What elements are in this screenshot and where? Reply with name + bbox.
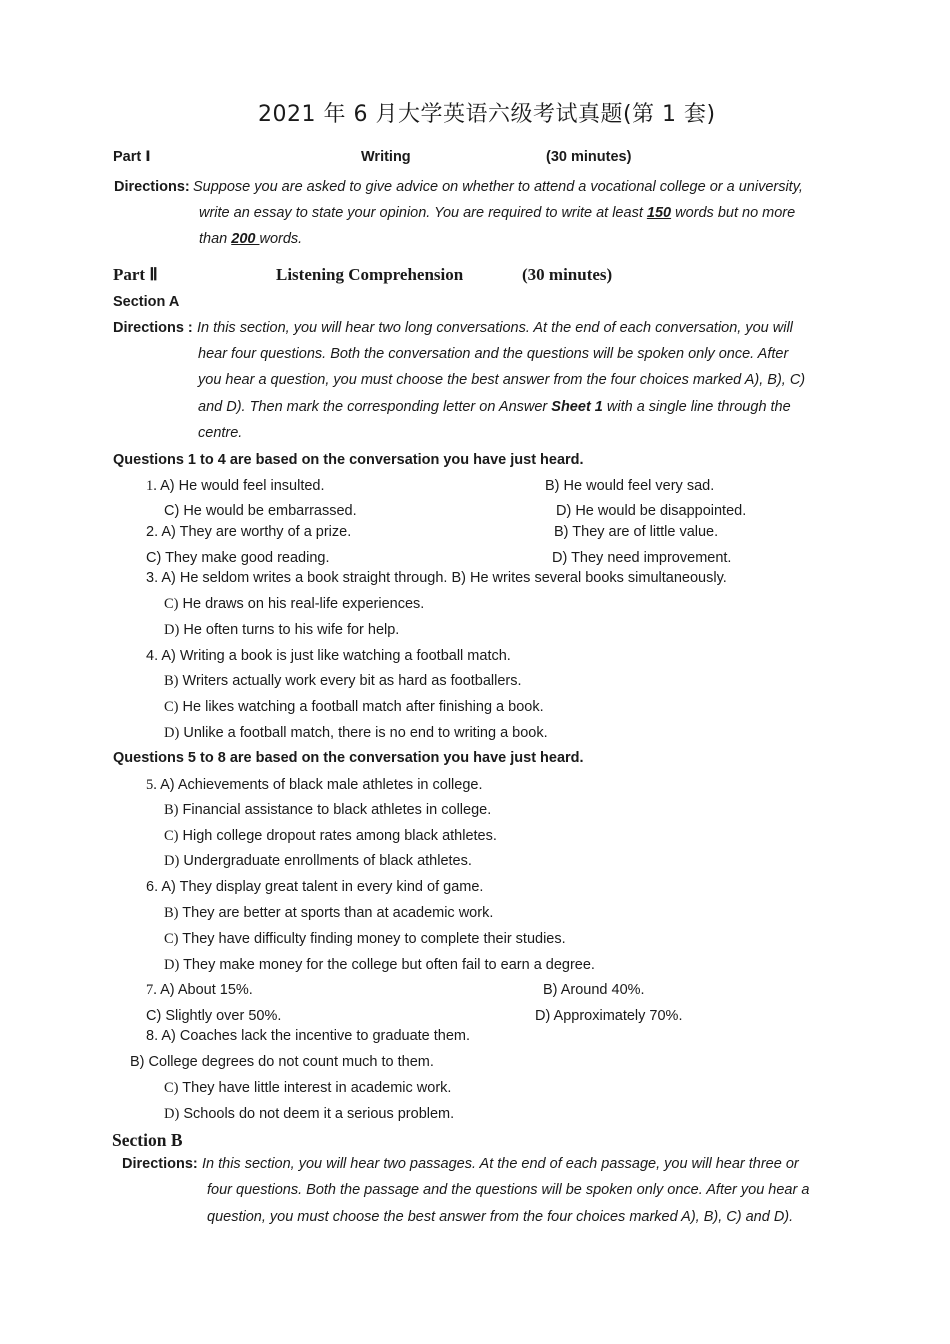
part2-time: (30 minutes) bbox=[522, 265, 613, 284]
q6-option-d: D) They make money for the college but often fail to earn a degree. bbox=[164, 957, 595, 973]
section-b-directions-label: Directions: bbox=[122, 1156, 198, 1172]
q4-option-a: 4. A) Writing a book is just like watching a football match. bbox=[146, 648, 511, 664]
section-b-directions-line3: question, you must choose the best answer from the four choices marked A), B), C) and D). bbox=[207, 1209, 794, 1225]
q3-options-ab: 3. A) He seldom writes a book straight through. B) He writes several books simultaneously. bbox=[146, 570, 727, 586]
part2-label: Part Ⅱ bbox=[113, 265, 158, 284]
part1-label: Part Ⅰ bbox=[113, 149, 151, 165]
q7-option-b: B) Around 40%. bbox=[543, 982, 645, 998]
section-a-directions-line2: hear four questions. Both the conversation and the questions will be spoken only once. After bbox=[198, 346, 789, 362]
q4-option-d: D) Unlike a football match, there is no end to writing a book. bbox=[164, 725, 548, 741]
q2-option-d: D) They need improvement. bbox=[552, 550, 732, 566]
part1-directions-line2: write an essay to state your opinion. You are required to write at least 150 words but no more bbox=[199, 205, 796, 221]
q1-option-a: 1. A) He would feel insulted. bbox=[146, 478, 325, 494]
section-a-directions-line4: and D). Then mark the corresponding letter on Answer Sheet 1 with a single line through the bbox=[198, 399, 791, 415]
q1-option-b: B) He would feel very sad. bbox=[545, 478, 715, 494]
q2-option-a: 2. A) They are worthy of a prize. bbox=[146, 524, 352, 540]
q1-option-c: C) He would be embarrassed. bbox=[164, 503, 357, 519]
q5-option-d: D) Undergraduate enrollments of black athletes. bbox=[164, 853, 472, 869]
page-title: 2021 年 6 月大学英语六级考试真题(第 1 套) bbox=[258, 102, 716, 127]
q8-option-b: B) College degrees do not count much to them. bbox=[130, 1054, 434, 1070]
question-group-2-heading: Questions 5 to 8 are based on the conversation you have just heard. bbox=[113, 750, 584, 766]
q6-option-a: 6. A) They display great talent in every kind of game. bbox=[146, 879, 484, 895]
q7-option-c: C) Slightly over 50%. bbox=[146, 1008, 282, 1024]
max-words: 200 bbox=[231, 231, 260, 247]
section-b-directions-line2: four questions. Both the passage and the questions will be spoken only once. After you hear a bbox=[207, 1182, 810, 1198]
section-b-directions-line1: In this section, you will hear two passages. At the end of each passage, you will hear three or bbox=[202, 1156, 799, 1172]
section-a-directions-label: Directions : bbox=[113, 320, 193, 336]
q5-option-b: B) Financial assistance to black athletes in college. bbox=[164, 802, 492, 818]
q3-option-d: D) He often turns to his wife for help. bbox=[164, 622, 400, 638]
part1-directions-label: Directions: bbox=[114, 179, 190, 195]
q6-option-c: C) They have difficulty finding money to complete their studies. bbox=[164, 931, 566, 947]
q6-option-b: B) They are better at sports than at academic work. bbox=[164, 905, 494, 921]
part2-name: Listening Comprehension bbox=[276, 265, 464, 284]
q7-option-a: 7. A) About 15%. bbox=[146, 982, 253, 998]
part1-name: Writing bbox=[361, 149, 411, 165]
q7-option-d: D) Approximately 70%. bbox=[535, 1008, 683, 1024]
q8-option-d: D) Schools do not deem it a serious problem. bbox=[164, 1106, 455, 1122]
section-a-directions-line1: In this section, you will hear two long conversations. At the end of each conversation, you will bbox=[197, 320, 793, 336]
part1-directions-line1: Suppose you are asked to give advice on whether to attend a vocational college or a university, bbox=[193, 179, 803, 195]
min-words: 150 bbox=[646, 205, 672, 221]
part1-time: (30 minutes) bbox=[546, 149, 632, 165]
q1-option-d: D) He would be disappointed. bbox=[556, 503, 747, 519]
section-a-directions-line3: you hear a question, you must choose the best answer from the four choices marked A), B), C) bbox=[198, 372, 806, 388]
q4-option-c: C) He likes watching a football match after finishing a book. bbox=[164, 699, 544, 715]
q3-option-c: C) He draws on his real-life experiences. bbox=[164, 596, 425, 612]
q8-option-c: C) They have little interest in academic work. bbox=[164, 1080, 452, 1096]
section-b-heading: Section B bbox=[112, 1130, 183, 1150]
q5-option-c: C) High college dropout rates among black athletes. bbox=[164, 828, 497, 844]
q4-option-b: B) Writers actually work every bit as hard as footballers. bbox=[164, 673, 522, 689]
section-a-heading: Section A bbox=[113, 294, 180, 310]
q5-option-a: 5. A) Achievements of black male athletes in college. bbox=[146, 777, 483, 793]
section-a-directions-line5: centre. bbox=[198, 425, 243, 441]
question-group-1-heading: Questions 1 to 4 are based on the conversation you have just heard. bbox=[113, 452, 584, 468]
q2-option-c: C) They make good reading. bbox=[146, 550, 330, 566]
q2-option-b: B) They are of little value. bbox=[554, 524, 719, 540]
part1-directions-line3: than 200 words. bbox=[199, 231, 303, 247]
q8-option-a: 8. A) Coaches lack the incentive to graduate them. bbox=[146, 1028, 471, 1044]
